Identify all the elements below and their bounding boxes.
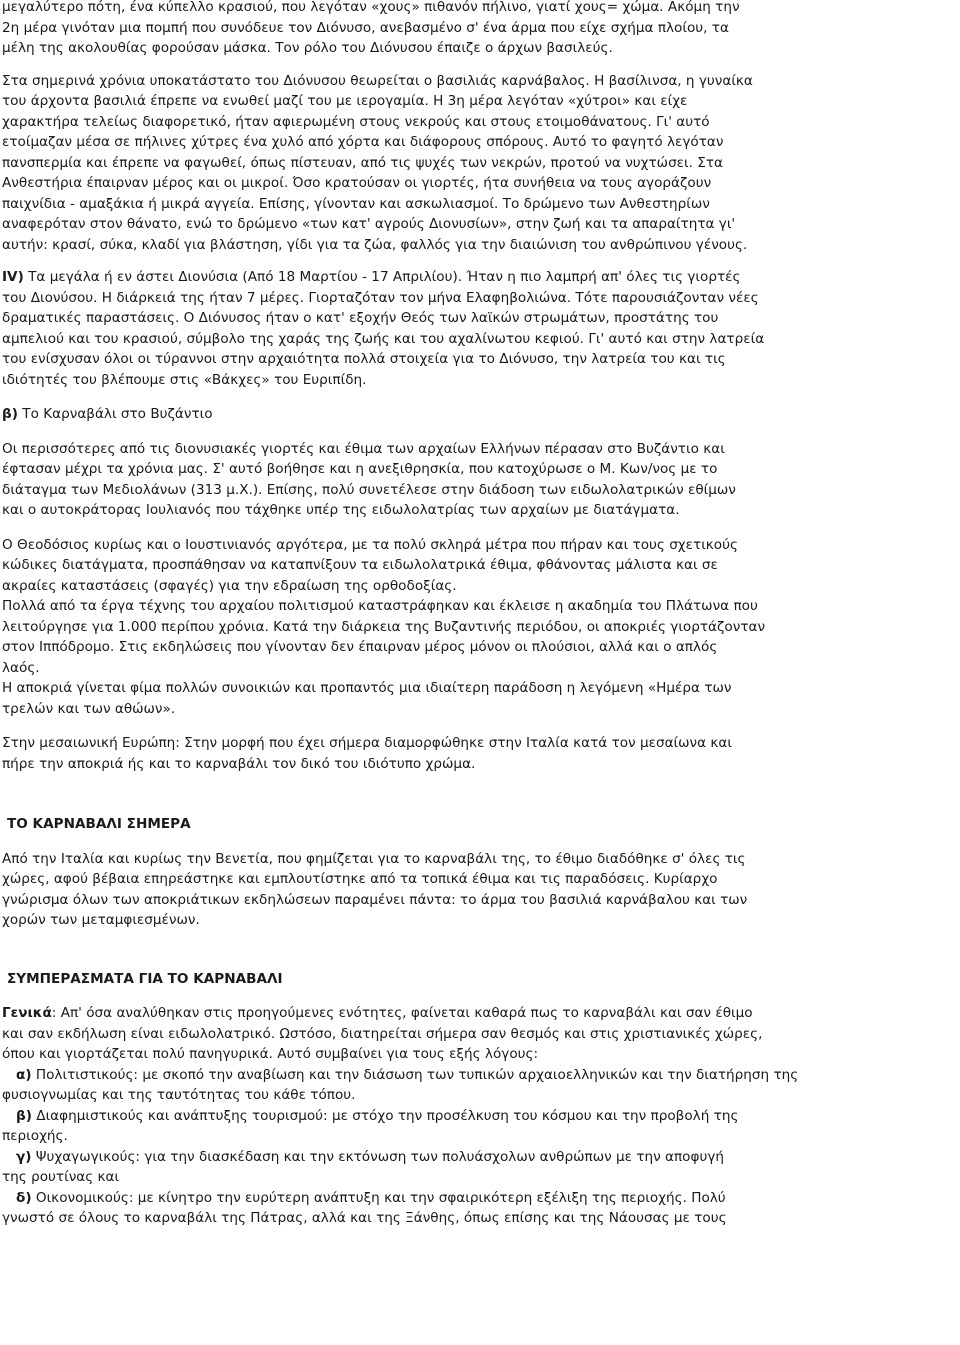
text-line: μεγαλύτερο πότη, ένα κύπελλο κρασιού, που λεγόταν «χους» πιθανόν πήλινο, γιατί χους= χώμα. Ακόμη την bbox=[2, 0, 740, 15]
section-label: β) bbox=[2, 406, 18, 422]
text-line: τρελών και των αθώων». bbox=[2, 700, 176, 717]
list-label: δ) bbox=[16, 1189, 32, 1206]
text-line: Η αποκριά γίνεται φίμα πολλών συνοικιών και προπαντός μια ιδιαίτερη παράδοση η λεγόμενη «Ημέρα των bbox=[2, 680, 732, 696]
text-line: λειτούργησε για 1.000 περίπου χρόνια. Κατά την διάρκεια της Βυζαντινής περιόδου, οι αποκριές γιορτάζονταν bbox=[2, 618, 766, 635]
list-item bbox=[2, 1188, 958, 1229]
text-line: και ο αυτοκράτορας Ιουλιανός που τάχθηκε υπέρ της ειδωλολατρίας των αρχαίων με διατάγματα. bbox=[2, 502, 680, 518]
text-line: κώδικες διατάγματα, προσπάθησαν να καταπνίξουν τα ειδωλολατρικά έθιμα, φθάνοντας μάλιστα και σε bbox=[2, 557, 718, 573]
list-label: γ) bbox=[16, 1148, 32, 1165]
text-line: διάταγμα των Μεδιολάνων (313 μ.Χ.). Επίσης, πολύ συνετέλεσε στην διάδοση των ειδωλολατρικών εθίμων bbox=[2, 481, 736, 498]
text-line: IV) Τα μεγάλα ή εν άστει Διονύσια (Από 18 Μαρτίου - 17 Απριλίου). Ήταν η πιο λαμπρή απ' όλες τις γιορτές bbox=[2, 269, 741, 285]
text-line: χώρες, αφού βέβαια επηρεάστηκε και εμπλουτίστηκε από τα τοπικά έθιμα και τις παραδόσεις. Κυρίαρχο bbox=[2, 871, 718, 887]
reasons-list bbox=[2, 1065, 958, 1229]
text-line: γ) Ψυχαγωγικούς: για την διασκέδαση και την εκτόνωση των πολυάσχολων ανθρώπων με την αποφυγή bbox=[16, 1148, 724, 1165]
text-line: δραματικές παραστάσεις. Ο Διόνυσος ήταν ο κατ' εξοχήν Θεός των λαϊκών στρωμάτων, προστάτης του bbox=[2, 310, 719, 326]
section-heading-carnival-today: ΤΟ ΚΑΡΝΑΒΑΛΙ ΣΗΜΕΡΑ bbox=[7, 816, 191, 832]
text-line: Ο Θεοδόσιος κυρίως και ο Ιουστινιανός αργότερα, με τα πολύ σκληρά μέτρα που πήραν και τους σχετικούς bbox=[2, 536, 738, 553]
text-line: α) Πολιτιστικούς: με σκοπό την αναβίωση και την διάσωση των τυπικών αρχαιοελληνικών και την διατήρηση της bbox=[16, 1066, 799, 1083]
paragraph-byzantium bbox=[2, 439, 958, 521]
paragraph-anthesteria-day2 bbox=[2, 0, 958, 59]
text-line: χορών των μεταμφιεσμένων. bbox=[2, 912, 200, 928]
text-line: του ενίσχυσαν όλοι οι τύραννοι στην αρχαιότητα πολλά στοιχεία για το Διόνυσο, την λατρεία του και τις bbox=[2, 351, 726, 367]
text-line: του άρχοντα βασιλιά έπρεπε να ενωθεί μαζί του με ιερογαμία. Η 3η μέρα λεγόταν «χύτροι» και είχε bbox=[2, 93, 688, 109]
text-line: πήρε την αποκριά ής και το καρναβάλι τον δικό του ιδιότυπο χρώμα. bbox=[2, 755, 476, 772]
text-line: γνώρισμα όλων των αποκριάτικων εκδηλώσεων παραμένει πάντα: το άρμα του βασιλιά καρνάβαλου και των bbox=[2, 891, 748, 908]
text-line: αυτήν: κρασί, σύκα, κλαδί για βλάστηση, γίδι για τα ζώα, φαλλός για την διαιώνιση του ανθρώπινου γένους. bbox=[2, 236, 748, 253]
text-line: και σαν εκδήλωση είναι ειδωλολατρικό. Ωστόσο, διατηρείται σήμερα σαν θεσμός και στις χριστιανικές χώρες, bbox=[2, 1025, 763, 1042]
text-line: της ρουτίνας και bbox=[2, 1169, 120, 1185]
text-line: Ανθεστήρια έπαιρναν μέρος και οι μικροί. Όσο κρατούσαν οι γιορτές, ήτα συνήθεια να τους αγοράζουν bbox=[2, 175, 712, 191]
text-line: παιχνίδια - αμαξάκια ή μικρά αγγεία. Επίσης, γίνονταν και ασκωλιασμοί. Το δρώμενο των Ανθεστηρίων bbox=[2, 195, 710, 212]
list-item bbox=[2, 1106, 958, 1147]
paragraph-great-dionysia bbox=[2, 267, 958, 390]
text-line: 2η μέρα γινόταν μια πομπή που συνόδευε τον Διόνυσο, ανεβασμένο σ' ένα άρμα που είχε σχήμα πλοίου, τα bbox=[2, 19, 729, 36]
subsection-title: β) Το Καρναβάλι στο Βυζάντιο bbox=[2, 406, 213, 422]
text-line: Από την Ιταλία και κυρίως την Βενετία, που φημίζεται για το καρναβάλι της, το έθιμο διαδόθηκε σ' όλες τις bbox=[2, 850, 746, 867]
text-line: ετοίμαζαν μέσα σε πήλινες χύτρες ένα χυλό από χόρτα και διάφορους σπόρους. Αυτό το φαγητό λεγόταν bbox=[2, 134, 724, 150]
text-line: αμπελιού και του κρασιού, σύμβολο της χαράς της ζωής και του αχαλίνωτου κεφιού. Γι' αυτό και στην λατρεία bbox=[2, 330, 765, 347]
text-line: δ) Οικονομικούς: με κίνητρο την ευρύτερη ανάπτυξη και την σφαιρικότερη εξέλιξη της περιοχής. Πολύ bbox=[16, 1189, 726, 1206]
text-line: Στα σημερινά χρόνια υποκατάστατο του Διόνυσου θεωρείται ο βασιλιάς καρνάβαλος. Η βασίλινσα, η γυναίκα bbox=[2, 72, 753, 89]
text-line: μέλη της ακολουθίας φορούσαν μάσκα. Τον ρόλο του Διόνυσου έπαιζε ο άρχων βασιλεύς. bbox=[2, 40, 613, 56]
text-line: Στην μεσαιωνική Ευρώπη: Στην μορφή που έχει σήμερα διαμορφώθηκε στην Ιταλία κατά τον μεσαίωνα και bbox=[2, 735, 732, 751]
paragraph-theodosius bbox=[2, 535, 958, 720]
paragraph-general bbox=[2, 1003, 958, 1065]
paragraph-modern-equivalent bbox=[2, 71, 958, 256]
text-line: περιοχής. bbox=[2, 1128, 68, 1144]
text-line: γνωστό σε όλους το καρναβάλι της Πάτρας, αλλά και της Ξάνθης, όπως επίσης και της Νάουσας με τους bbox=[2, 1210, 727, 1226]
text-line: ακραίες καταστάσεις (σφαγές) για την εδραίωση της ορθοδοξίας. bbox=[2, 577, 457, 594]
text-line: όπου και γιορτάζεται πολύ πανηγυρικά. Αυτό συμβαίνει για τους εξής λόγους: bbox=[2, 1046, 539, 1062]
text-line: Γενικά: Απ' όσα αναλύθηκαν στις προηγούμενες ενότητες, φαίνεται καθαρά πως το καρναβάλι και σαν έθιμο bbox=[2, 1005, 753, 1021]
list-item bbox=[2, 1065, 958, 1106]
list-label: α) bbox=[16, 1066, 32, 1083]
paragraph-carnival-today bbox=[2, 849, 958, 931]
text-line: έφτασαν μέχρι τα χρόνια μας. Σ' αυτό βοήθησε και η ανεξιθρησκία, που κατοχύρωσε ο Μ. Κων/νος με το bbox=[2, 461, 718, 477]
list-label: β) bbox=[16, 1107, 32, 1124]
text-line: πανσπερμία και έπρεπε να φαγωθεί, όπως πίστευαν, από τις ψυχές των νεκρών, προτού να νυχτώσει. Στα bbox=[2, 154, 724, 171]
text-line: χαρακτήρα τελείως διαφορετικό, ήταν αφιερωμένη στους νεκρούς και στους ετοιμοθάνατους. Γι' αυτό bbox=[2, 113, 710, 130]
section-label: IV) bbox=[2, 269, 24, 285]
text-line: Οι περισσότερες από τις διονυσιακές γιορτές και έθιμα των αρχαίων Ελλήνων πέρασαν στο Βυζάντιο και bbox=[2, 440, 725, 457]
text-line: αναφερόταν στον θάνατο, ενώ το δρώμενο «των κατ' αγρούς Διονυσίων», στην ζωή και τα απαραίτητα γι' bbox=[2, 216, 736, 232]
section-heading-conclusions: ΣΥΜΠΕΡΑΣΜΑΤΑ ΓΙΑ ΤΟ ΚΑΡΝΑΒΑΛΙ bbox=[7, 970, 283, 987]
text-line: λαός. bbox=[2, 659, 40, 676]
text-line: Πολλά από τα έργα τέχνης του αρχαίου πολιτισμού καταστράφηκαν και έκλεισε η ακαδημία του Πλάτωνα που bbox=[2, 598, 758, 614]
text-line: β) Διαφημιστικούς και ανάπτυξης τουρισμού: με στόχο την προσέλκυση του κόσμου και την προβολή της bbox=[16, 1107, 739, 1124]
text-line: ιδιότητές του βλέπουμε στις «Βάκχες» του Ευριπίδη. bbox=[2, 371, 367, 388]
text-line: στον Ιππόδρομο. Στις εκδηλώσεις που γίνονταν δεν έπαιρναν μέρος μόνον οι πλούσιοι, αλλά και ο απλός bbox=[2, 639, 718, 655]
paragraph-medieval-europe bbox=[2, 733, 958, 774]
list-item bbox=[2, 1147, 958, 1188]
section-label: Γενικά bbox=[2, 1005, 52, 1021]
text-line: φυσιογνωμίας και της ταυτότητας του κάθε τόπου. bbox=[2, 1087, 356, 1103]
text-line: του Διονύσου. Η διάρκειά της ήταν 7 μέρες. Γιορταζόταν τον μήνα Ελαφηβολιώνα. Τότε παρουσιάζονταν νέες bbox=[2, 289, 759, 306]
